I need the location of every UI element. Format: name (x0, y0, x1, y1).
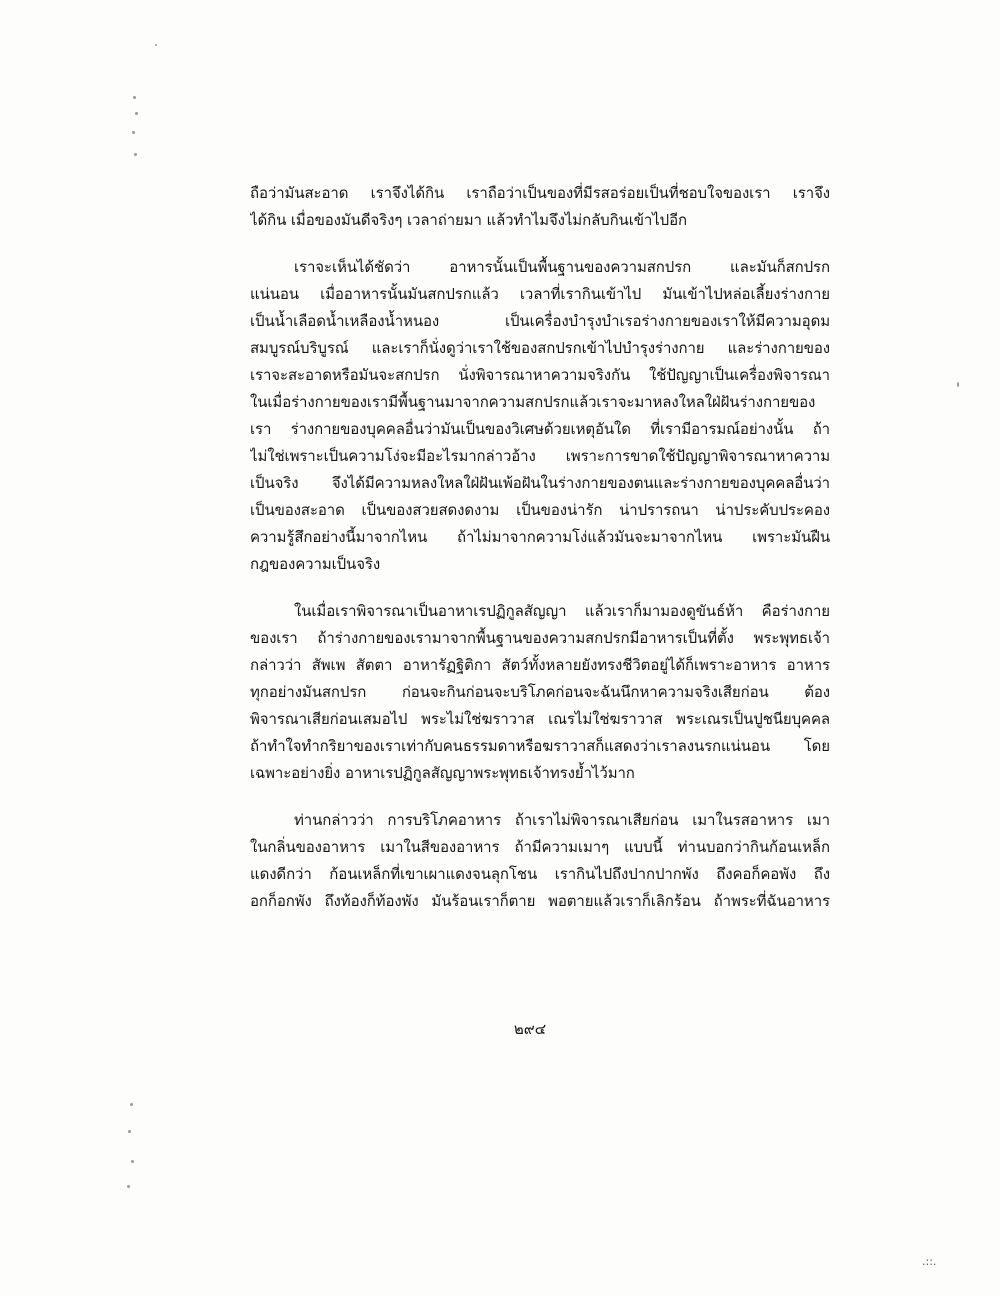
paragraph-gap (250, 787, 830, 807)
scan-speck (134, 153, 137, 156)
text-line: ถ้าทำใจทำกริยาของเราเท่ากับคนธรรมดาหรือฆราวาสก็แสดงว่าเราลงนรกแน่นอน โดย (250, 737, 830, 755)
text-line: ของเรา ถ้าร่างกายของเรามาจากพื้นฐานของความสกปรกมีอาหารเป็นที่ตั้ง พระพุทธเจ้า (250, 629, 830, 647)
text-line: อกก็อกพัง ถึงท้องก็ท้องพัง มันร้อนเราก็ตาย พอตายแล้วเราก็เลิกร้อน ถ้าพระที่ฉันอาหาร (250, 892, 830, 910)
body-text (250, 180, 830, 915)
text-line: แน่นอน เมื่ออาหารนั้นมันสกปรกแล้ว เวลาที่เรากินเข้าไป มันเข้าไปหล่อเลี้ยงร่างกาย (250, 285, 830, 303)
scan-speck (135, 112, 138, 115)
text-line: ถือว่ามันสะอาด เราจึงได้กิน เราถือว่าเป็นของที่มีรสอร่อยเป็นที่ชอบใจของเรา เราจึง (250, 184, 830, 202)
scan-speck (132, 131, 135, 134)
text-line: เป็นจริง จึงได้มีความหลงใหลใฝ่ฝันเพ้อฝันในร่างกายของตนและร่างกายของบุคคลอื่นว่า (250, 474, 830, 492)
paragraph-gap (250, 578, 830, 598)
text-line: กล่าวว่า สัพเพ สัตตา อาหารัฏฐิติกา สัตว์ทั้งหลายยังทรงชีวิตอยู่ได้ก็เพราะอาหาร อาหาร (250, 656, 830, 674)
page-number: ๒๙๔ (513, 1020, 547, 1038)
scan-speck (131, 1160, 134, 1163)
text-line: ความรู้สึกอย่างนี้มาจากไหน ถ้าไม่มาจากความโง่แล้วมันจะมาจากไหน เพราะมันฝืน (250, 528, 830, 546)
text-line: ในเมื่อเราพิจารณาเป็นอาหาเรปฏิกูลสัญญา แล้วเราก็มามองดูขันธ์ห้า คือร่างกาย (294, 602, 830, 620)
scan-speck (957, 382, 959, 387)
text-line: เราจะเห็นได้ชัดว่า อาหารนั้นเป็นพื้นฐานของความสกปรก และมันก็สกปรก (294, 258, 830, 276)
text-line: เป็นของสะอาด เป็นของสวยสดงดงาม เป็นของน่ารัก น่าปรารถนา น่าประคับประคอง (250, 501, 830, 519)
text-line: เรา ร่างกายของบุคคลอื่นว่ามันเป็นของวิเศษด้วยเหตุอันใด ที่เรามีอารมณ์อย่างนั้น ถ้า (250, 420, 830, 438)
scan-speck (133, 96, 136, 99)
text-line: ไม่ใช่เพราะเป็นความโง่จะมีอะไรมากล่าวอ้าง เพราะการขาดใช้ปัญญาพิจารณาหาความ (250, 447, 830, 465)
text-line: ได้กิน เมื่อของมันดีจริงๆ เวลาถ่ายมา แล้วทำไมจึงไม่กลับกินเข้าไปอีก (250, 211, 687, 229)
corner-mark: .::. (922, 1255, 937, 1268)
text-line: ทุกอย่างมันสกปรก ก่อนจะกินก่อนจะบริโภคก่อนจะฉันนึกหาความจริงเสียก่อน ต้อง (250, 683, 830, 701)
text-line: ในเมื่อร่างกายของเรามีพื้นฐานมาจากความสกปรกแล้วเราจะมาหลงใหลใฝ่ฝันร่างกายของ (250, 393, 816, 411)
text-line: พิจารณาเสียก่อนเสมอไป พระไม่ใช่ฆราวาส เณรไม่ใช่ฆราวาส พระเณรเป็นปูชนียบุคคล (250, 710, 830, 728)
text-line: ท่านกล่าวว่า การบริโภคอาหาร ถ้าเราไม่พิจารณาเสียก่อน เมาในรสอาหาร เมา (294, 811, 830, 829)
scan-speck (128, 1130, 131, 1133)
text-line: เราจะสะอาดหรือมันจะสกปรก นั่งพิจารณาหาความจริงกัน ใช้ปัญญาเป็นเครื่องพิจารณา (250, 366, 830, 384)
text-line: เฉพาะอย่างยิ่ง อาหาเรปฏิกูลสัญญาพระพุทธเจ้าทรงย้ำไว้มาก (250, 764, 635, 782)
scan-speck (130, 1103, 133, 1106)
text-line: ในกลิ่นของอาหาร เมาในสีของอาหาร ถ้ามีความเมาๆ แบบนี้ ท่านบอกว่ากินก้อนเหล็ก (250, 838, 830, 856)
scan-speck (155, 44, 157, 46)
text-line: กฎของความเป็นจริง (250, 555, 381, 573)
text-line: เป็นน้ำเลือดน้ำเหลืองน้ำหนอง เป็นเครื่องบำรุงบำเรอร่างกายของเราให้มีความอุดม (250, 312, 830, 330)
scan-speck (127, 1185, 130, 1188)
paragraph-gap (250, 234, 830, 254)
text-line: แดงดีกว่า ก้อนเหล็กที่เขาเผาแดงจนลุกโชน เรากินไปถึงปากปากพัง ถึงคอก็คอพัง ถึง (250, 865, 830, 883)
text-line: สมบูรณ์บริบูรณ์ และเราก็นั่งดูว่าเราใช้ของสกปรกเข้าไปบำรุงร่างกาย และร่างกายของ (250, 339, 830, 357)
